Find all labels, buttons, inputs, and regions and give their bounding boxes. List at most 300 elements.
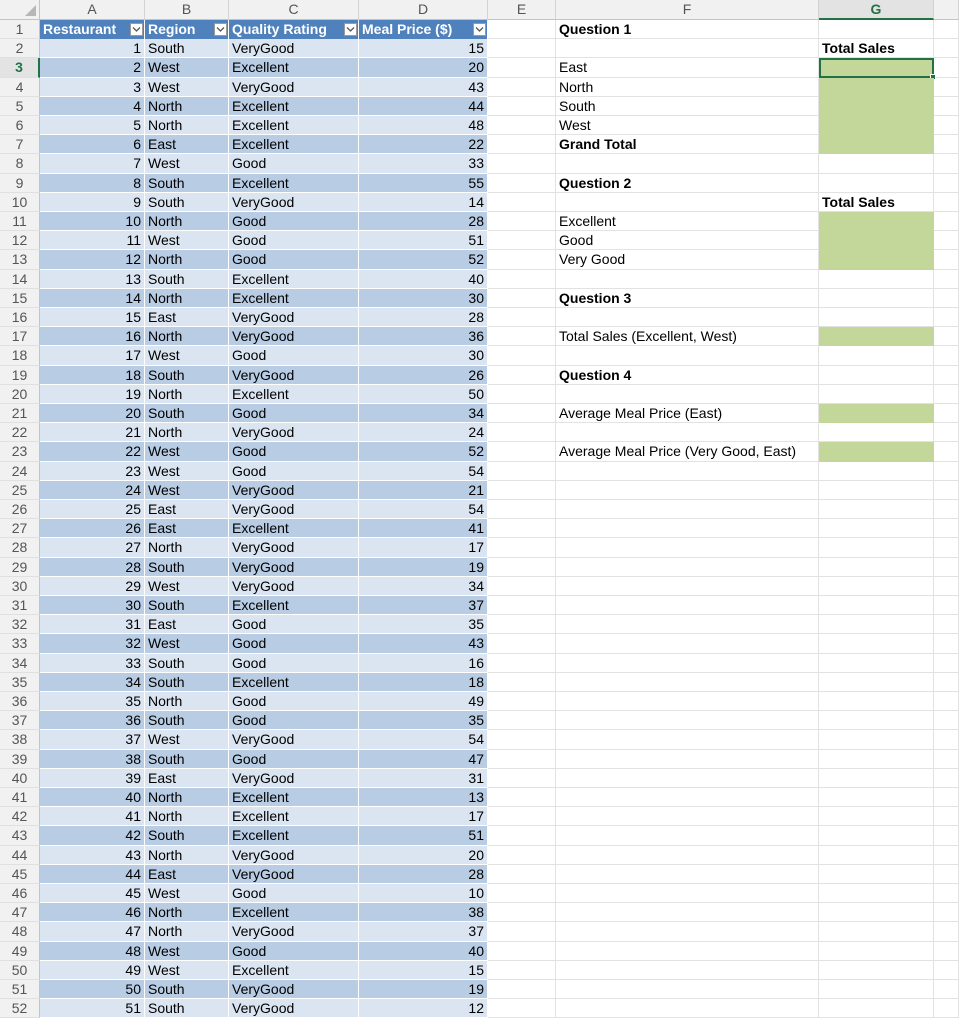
empty-cell[interactable] xyxy=(488,404,556,423)
empty-cell[interactable] xyxy=(934,346,959,365)
restaurant-cell[interactable]: 51 xyxy=(40,999,145,1018)
quality-rating-cell[interactable]: Excellent xyxy=(229,596,359,615)
quality-rating-cell[interactable]: Excellent xyxy=(229,58,359,77)
empty-cell[interactable] xyxy=(819,654,934,673)
empty-cell[interactable] xyxy=(556,346,819,365)
quality-rating-cell[interactable]: VeryGood xyxy=(229,538,359,557)
region-cell[interactable]: West xyxy=(145,442,229,461)
region-cell[interactable]: South xyxy=(145,980,229,999)
restaurant-cell[interactable]: 2 xyxy=(40,58,145,77)
empty-cell[interactable] xyxy=(819,20,934,39)
empty-cell[interactable] xyxy=(819,577,934,596)
quality-rating-cell[interactable]: VeryGood xyxy=(229,308,359,327)
empty-cell[interactable] xyxy=(488,942,556,961)
row-header-36[interactable]: 36 xyxy=(0,692,40,711)
restaurant-cell[interactable]: 22 xyxy=(40,442,145,461)
select-all-corner[interactable] xyxy=(0,0,40,20)
meal-price-cell[interactable]: 31 xyxy=(359,769,488,788)
filter-dropdown-icon[interactable] xyxy=(344,23,357,36)
empty-cell[interactable] xyxy=(556,769,819,788)
quality-rating-cell[interactable]: Good xyxy=(229,154,359,173)
q2-label-excellent[interactable]: Excellent xyxy=(556,212,819,231)
quality-rating-cell[interactable]: Good xyxy=(229,615,359,634)
empty-cell[interactable] xyxy=(488,596,556,615)
meal-price-cell[interactable]: 28 xyxy=(359,212,488,231)
quality-rating-cell[interactable]: Excellent xyxy=(229,788,359,807)
empty-cell[interactable] xyxy=(488,346,556,365)
empty-cell[interactable] xyxy=(488,154,556,173)
empty-cell[interactable] xyxy=(556,942,819,961)
q2-label-very-good[interactable]: Very Good xyxy=(556,250,819,269)
region-cell[interactable]: West xyxy=(145,58,229,77)
empty-cell[interactable] xyxy=(488,385,556,404)
column-header-b[interactable]: B xyxy=(145,0,229,20)
column-header-c[interactable]: C xyxy=(229,0,359,20)
question-1-title[interactable]: Question 1 xyxy=(556,20,819,39)
region-cell[interactable]: West xyxy=(145,78,229,97)
empty-cell[interactable] xyxy=(488,58,556,77)
quality-rating-cell[interactable]: Good xyxy=(229,654,359,673)
restaurant-cell[interactable]: 21 xyxy=(40,423,145,442)
empty-cell[interactable] xyxy=(556,750,819,769)
empty-cell[interactable] xyxy=(556,423,819,442)
restaurant-cell[interactable]: 24 xyxy=(40,481,145,500)
meal-price-cell[interactable]: 24 xyxy=(359,423,488,442)
quality-rating-cell[interactable]: Good xyxy=(229,212,359,231)
empty-cell[interactable] xyxy=(556,903,819,922)
empty-cell[interactable] xyxy=(934,20,959,39)
row-header-48[interactable]: 48 xyxy=(0,922,40,941)
meal-price-cell[interactable]: 16 xyxy=(359,654,488,673)
empty-cell[interactable] xyxy=(819,634,934,653)
empty-cell[interactable] xyxy=(934,942,959,961)
empty-cell[interactable] xyxy=(488,711,556,730)
restaurant-cell[interactable]: 25 xyxy=(40,500,145,519)
quality-rating-cell[interactable]: Excellent xyxy=(229,289,359,308)
empty-cell[interactable] xyxy=(934,500,959,519)
restaurant-cell[interactable]: 13 xyxy=(40,270,145,289)
column-header-f[interactable]: F xyxy=(556,0,819,20)
row-header-37[interactable]: 37 xyxy=(0,711,40,730)
empty-cell[interactable] xyxy=(488,577,556,596)
row-header-45[interactable]: 45 xyxy=(0,865,40,884)
row-header-40[interactable]: 40 xyxy=(0,769,40,788)
question-2-title[interactable]: Question 2 xyxy=(556,174,819,193)
quality-rating-cell[interactable]: Excellent xyxy=(229,97,359,116)
restaurant-cell[interactable]: 3 xyxy=(40,78,145,97)
quality-rating-cell[interactable]: VeryGood xyxy=(229,999,359,1018)
empty-cell[interactable] xyxy=(556,538,819,557)
q1-label-south[interactable]: South xyxy=(556,97,819,116)
empty-cell[interactable] xyxy=(934,39,959,58)
region-cell[interactable]: West xyxy=(145,730,229,749)
empty-cell[interactable] xyxy=(934,711,959,730)
empty-cell[interactable] xyxy=(488,673,556,692)
empty-cell[interactable] xyxy=(934,442,959,461)
empty-cell[interactable] xyxy=(488,39,556,58)
quality-rating-cell[interactable]: Excellent xyxy=(229,385,359,404)
empty-cell[interactable] xyxy=(934,231,959,250)
empty-cell[interactable] xyxy=(488,615,556,634)
empty-cell[interactable] xyxy=(819,865,934,884)
empty-cell[interactable] xyxy=(488,999,556,1018)
meal-price-cell[interactable]: 30 xyxy=(359,346,488,365)
empty-cell[interactable] xyxy=(488,903,556,922)
restaurant-cell[interactable]: 20 xyxy=(40,404,145,423)
row-header-19[interactable]: 19 xyxy=(0,366,40,385)
restaurant-cell[interactable]: 1 xyxy=(40,39,145,58)
empty-cell[interactable] xyxy=(934,730,959,749)
region-cell[interactable]: West xyxy=(145,577,229,596)
empty-cell[interactable] xyxy=(556,270,819,289)
region-cell[interactable]: South xyxy=(145,174,229,193)
region-cell[interactable]: East xyxy=(145,519,229,538)
meal-price-cell[interactable]: 15 xyxy=(359,39,488,58)
quality-rating-cell[interactable]: Good xyxy=(229,442,359,461)
empty-cell[interactable] xyxy=(934,154,959,173)
meal-price-cell[interactable]: 54 xyxy=(359,730,488,749)
meal-price-cell[interactable]: 37 xyxy=(359,596,488,615)
row-header-29[interactable]: 29 xyxy=(0,558,40,577)
row-header-31[interactable]: 31 xyxy=(0,596,40,615)
meal-price-cell[interactable]: 30 xyxy=(359,289,488,308)
table-header-restaurant[interactable]: Restaurant xyxy=(40,20,145,39)
answer-cell-west-total-sales[interactable] xyxy=(819,116,934,135)
restaurant-cell[interactable]: 32 xyxy=(40,634,145,653)
quality-rating-cell[interactable]: Good xyxy=(229,692,359,711)
region-cell[interactable]: North xyxy=(145,212,229,231)
empty-cell[interactable] xyxy=(488,654,556,673)
quality-rating-cell[interactable]: Good xyxy=(229,462,359,481)
answer-cell-grand-total[interactable] xyxy=(819,135,934,154)
quality-rating-cell[interactable]: Excellent xyxy=(229,826,359,845)
quality-rating-cell[interactable]: VeryGood xyxy=(229,500,359,519)
restaurant-cell[interactable]: 45 xyxy=(40,884,145,903)
filter-dropdown-icon[interactable] xyxy=(130,23,143,36)
empty-cell[interactable] xyxy=(488,634,556,653)
quality-rating-cell[interactable]: VeryGood xyxy=(229,78,359,97)
empty-cell[interactable] xyxy=(556,519,819,538)
restaurant-cell[interactable]: 9 xyxy=(40,193,145,212)
region-cell[interactable]: North xyxy=(145,116,229,135)
empty-cell[interactable] xyxy=(819,500,934,519)
restaurant-cell[interactable]: 30 xyxy=(40,596,145,615)
q3-label-total-sales-excellent-west[interactable]: Total Sales (Excellent, West) xyxy=(556,327,819,346)
row-header-2[interactable]: 2 xyxy=(0,39,40,58)
quality-rating-cell[interactable]: Good xyxy=(229,884,359,903)
region-cell[interactable]: West xyxy=(145,634,229,653)
empty-cell[interactable] xyxy=(488,961,556,980)
empty-cell[interactable] xyxy=(819,807,934,826)
quality-rating-cell[interactable]: VeryGood xyxy=(229,423,359,442)
restaurant-cell[interactable]: 26 xyxy=(40,519,145,538)
restaurant-cell[interactable]: 27 xyxy=(40,538,145,557)
restaurant-cell[interactable]: 12 xyxy=(40,250,145,269)
quality-rating-cell[interactable]: Good xyxy=(229,231,359,250)
empty-cell[interactable] xyxy=(819,308,934,327)
meal-price-cell[interactable]: 44 xyxy=(359,97,488,116)
empty-cell[interactable] xyxy=(556,154,819,173)
empty-cell[interactable] xyxy=(819,558,934,577)
meal-price-cell[interactable]: 54 xyxy=(359,500,488,519)
quality-rating-cell[interactable]: VeryGood xyxy=(229,577,359,596)
q1-total-sales-header[interactable]: Total Sales xyxy=(819,39,934,58)
quality-rating-cell[interactable]: VeryGood xyxy=(229,558,359,577)
empty-cell[interactable] xyxy=(934,634,959,653)
region-cell[interactable]: North xyxy=(145,922,229,941)
empty-cell[interactable] xyxy=(819,980,934,999)
row-header-12[interactable]: 12 xyxy=(0,231,40,250)
empty-cell[interactable] xyxy=(488,116,556,135)
empty-cell[interactable] xyxy=(819,519,934,538)
empty-cell[interactable] xyxy=(556,884,819,903)
quality-rating-cell[interactable]: Excellent xyxy=(229,270,359,289)
quality-rating-cell[interactable]: Good xyxy=(229,634,359,653)
restaurant-cell[interactable]: 39 xyxy=(40,769,145,788)
meal-price-cell[interactable]: 49 xyxy=(359,692,488,711)
empty-cell[interactable] xyxy=(488,692,556,711)
region-cell[interactable]: East xyxy=(145,308,229,327)
row-header-27[interactable]: 27 xyxy=(0,519,40,538)
region-cell[interactable]: West xyxy=(145,481,229,500)
empty-cell[interactable] xyxy=(934,788,959,807)
row-header-44[interactable]: 44 xyxy=(0,846,40,865)
row-header-30[interactable]: 30 xyxy=(0,577,40,596)
quality-rating-cell[interactable]: Excellent xyxy=(229,807,359,826)
empty-cell[interactable] xyxy=(934,97,959,116)
row-header-25[interactable]: 25 xyxy=(0,481,40,500)
restaurant-cell[interactable]: 28 xyxy=(40,558,145,577)
region-cell[interactable]: North xyxy=(145,385,229,404)
region-cell[interactable]: North xyxy=(145,423,229,442)
row-header-15[interactable]: 15 xyxy=(0,289,40,308)
row-header-46[interactable]: 46 xyxy=(0,884,40,903)
empty-cell[interactable] xyxy=(934,193,959,212)
empty-cell[interactable] xyxy=(934,538,959,557)
filter-dropdown-icon[interactable] xyxy=(473,23,486,36)
restaurant-cell[interactable]: 11 xyxy=(40,231,145,250)
restaurant-cell[interactable]: 7 xyxy=(40,154,145,173)
quality-rating-cell[interactable]: VeryGood xyxy=(229,769,359,788)
empty-cell[interactable] xyxy=(934,174,959,193)
restaurant-cell[interactable]: 43 xyxy=(40,846,145,865)
meal-price-cell[interactable]: 47 xyxy=(359,750,488,769)
row-header-49[interactable]: 49 xyxy=(0,942,40,961)
empty-cell[interactable] xyxy=(934,212,959,231)
empty-cell[interactable] xyxy=(934,78,959,97)
empty-cell[interactable] xyxy=(556,922,819,941)
meal-price-cell[interactable]: 35 xyxy=(359,711,488,730)
region-cell[interactable]: North xyxy=(145,97,229,116)
region-cell[interactable]: East xyxy=(145,135,229,154)
restaurant-cell[interactable]: 19 xyxy=(40,385,145,404)
empty-cell[interactable] xyxy=(556,846,819,865)
row-header-5[interactable]: 5 xyxy=(0,97,40,116)
region-cell[interactable]: West xyxy=(145,884,229,903)
region-cell[interactable]: South xyxy=(145,558,229,577)
row-header-13[interactable]: 13 xyxy=(0,250,40,269)
table-header-region[interactable]: Region xyxy=(145,20,229,39)
restaurant-cell[interactable]: 38 xyxy=(40,750,145,769)
answer-cell-south-total-sales[interactable] xyxy=(819,97,934,116)
meal-price-cell[interactable]: 35 xyxy=(359,615,488,634)
empty-cell[interactable] xyxy=(934,654,959,673)
empty-cell[interactable] xyxy=(488,366,556,385)
empty-cell[interactable] xyxy=(488,865,556,884)
empty-cell[interactable] xyxy=(556,826,819,845)
empty-cell[interactable] xyxy=(556,481,819,500)
empty-cell[interactable] xyxy=(934,903,959,922)
meal-price-cell[interactable]: 21 xyxy=(359,481,488,500)
meal-price-cell[interactable]: 20 xyxy=(359,58,488,77)
meal-price-cell[interactable]: 36 xyxy=(359,327,488,346)
empty-cell[interactable] xyxy=(556,308,819,327)
empty-cell[interactable] xyxy=(488,250,556,269)
restaurant-cell[interactable]: 18 xyxy=(40,366,145,385)
meal-price-cell[interactable]: 38 xyxy=(359,903,488,922)
quality-rating-cell[interactable]: Good xyxy=(229,404,359,423)
empty-cell[interactable] xyxy=(488,78,556,97)
row-header-32[interactable]: 32 xyxy=(0,615,40,634)
q1-label-east[interactable]: East xyxy=(556,58,819,77)
empty-cell[interactable] xyxy=(819,999,934,1018)
q2-total-sales-header[interactable]: Total Sales xyxy=(819,193,934,212)
meal-price-cell[interactable]: 51 xyxy=(359,231,488,250)
quality-rating-cell[interactable]: Good xyxy=(229,942,359,961)
quality-rating-cell[interactable]: Good xyxy=(229,750,359,769)
region-cell[interactable]: West xyxy=(145,942,229,961)
empty-cell[interactable] xyxy=(819,423,934,442)
meal-price-cell[interactable]: 40 xyxy=(359,942,488,961)
empty-cell[interactable] xyxy=(556,711,819,730)
restaurant-cell[interactable]: 35 xyxy=(40,692,145,711)
empty-cell[interactable] xyxy=(556,39,819,58)
meal-price-cell[interactable]: 18 xyxy=(359,673,488,692)
empty-cell[interactable] xyxy=(556,807,819,826)
empty-cell[interactable] xyxy=(556,730,819,749)
empty-cell[interactable] xyxy=(488,826,556,845)
quality-rating-cell[interactable]: Excellent xyxy=(229,519,359,538)
empty-cell[interactable] xyxy=(488,519,556,538)
empty-cell[interactable] xyxy=(934,615,959,634)
empty-cell[interactable] xyxy=(934,596,959,615)
empty-cell[interactable] xyxy=(819,884,934,903)
quality-rating-cell[interactable]: VeryGood xyxy=(229,327,359,346)
empty-cell[interactable] xyxy=(819,481,934,500)
row-header-11[interactable]: 11 xyxy=(0,212,40,231)
empty-cell[interactable] xyxy=(819,942,934,961)
meal-price-cell[interactable]: 37 xyxy=(359,922,488,941)
empty-cell[interactable] xyxy=(934,769,959,788)
empty-cell[interactable] xyxy=(488,174,556,193)
row-header-6[interactable]: 6 xyxy=(0,116,40,135)
quality-rating-cell[interactable]: VeryGood xyxy=(229,481,359,500)
region-cell[interactable]: North xyxy=(145,807,229,826)
meal-price-cell[interactable]: 28 xyxy=(359,308,488,327)
answer-cell-very-good-total-sales[interactable] xyxy=(819,250,934,269)
meal-price-cell[interactable]: 52 xyxy=(359,250,488,269)
row-header-52[interactable]: 52 xyxy=(0,999,40,1018)
empty-cell[interactable] xyxy=(819,769,934,788)
empty-cell[interactable] xyxy=(488,462,556,481)
empty-cell[interactable] xyxy=(819,903,934,922)
restaurant-cell[interactable]: 46 xyxy=(40,903,145,922)
row-header-1[interactable]: 1 xyxy=(0,20,40,39)
quality-rating-cell[interactable]: VeryGood xyxy=(229,366,359,385)
empty-cell[interactable] xyxy=(819,154,934,173)
meal-price-cell[interactable]: 12 xyxy=(359,999,488,1018)
restaurant-cell[interactable]: 36 xyxy=(40,711,145,730)
empty-cell[interactable] xyxy=(819,730,934,749)
empty-cell[interactable] xyxy=(488,97,556,116)
empty-cell[interactable] xyxy=(556,788,819,807)
meal-price-cell[interactable]: 19 xyxy=(359,980,488,999)
quality-rating-cell[interactable]: VeryGood xyxy=(229,846,359,865)
answer-cell-average-meal-price-east[interactable] xyxy=(819,404,934,423)
table-header-quality-rating[interactable]: Quality Rating xyxy=(229,20,359,39)
empty-cell[interactable] xyxy=(556,462,819,481)
meal-price-cell[interactable]: 34 xyxy=(359,577,488,596)
empty-cell[interactable] xyxy=(819,692,934,711)
row-header-28[interactable]: 28 xyxy=(0,538,40,557)
meal-price-cell[interactable]: 13 xyxy=(359,788,488,807)
meal-price-cell[interactable]: 48 xyxy=(359,116,488,135)
row-header-38[interactable]: 38 xyxy=(0,730,40,749)
empty-cell[interactable] xyxy=(934,999,959,1018)
row-header-17[interactable]: 17 xyxy=(0,327,40,346)
empty-cell[interactable] xyxy=(819,750,934,769)
row-header-20[interactable]: 20 xyxy=(0,385,40,404)
restaurant-cell[interactable]: 40 xyxy=(40,788,145,807)
restaurant-cell[interactable]: 10 xyxy=(40,212,145,231)
restaurant-cell[interactable]: 8 xyxy=(40,174,145,193)
empty-cell[interactable] xyxy=(488,922,556,941)
meal-price-cell[interactable]: 33 xyxy=(359,154,488,173)
empty-cell[interactable] xyxy=(556,999,819,1018)
region-cell[interactable]: West xyxy=(145,231,229,250)
empty-cell[interactable] xyxy=(819,673,934,692)
filter-dropdown-icon[interactable] xyxy=(214,23,227,36)
region-cell[interactable]: West xyxy=(145,462,229,481)
row-header-51[interactable]: 51 xyxy=(0,980,40,999)
region-cell[interactable]: West xyxy=(145,961,229,980)
row-header-3[interactable]: 3 xyxy=(0,58,40,77)
row-header-23[interactable]: 23 xyxy=(0,442,40,461)
region-cell[interactable]: North xyxy=(145,846,229,865)
meal-price-cell[interactable]: 22 xyxy=(359,135,488,154)
q1-label-north[interactable]: North xyxy=(556,78,819,97)
meal-price-cell[interactable]: 17 xyxy=(359,538,488,557)
restaurant-cell[interactable]: 48 xyxy=(40,942,145,961)
row-header-22[interactable]: 22 xyxy=(0,423,40,442)
empty-cell[interactable] xyxy=(934,462,959,481)
meal-price-cell[interactable]: 17 xyxy=(359,807,488,826)
empty-cell[interactable] xyxy=(934,807,959,826)
empty-cell[interactable] xyxy=(556,558,819,577)
row-header-35[interactable]: 35 xyxy=(0,673,40,692)
region-cell[interactable]: West xyxy=(145,154,229,173)
empty-cell[interactable] xyxy=(819,385,934,404)
meal-price-cell[interactable]: 28 xyxy=(359,865,488,884)
restaurant-cell[interactable]: 16 xyxy=(40,327,145,346)
q2-label-good[interactable]: Good xyxy=(556,231,819,250)
column-header-g[interactable]: G xyxy=(819,0,934,20)
region-cell[interactable]: South xyxy=(145,270,229,289)
empty-cell[interactable] xyxy=(819,289,934,308)
empty-cell[interactable] xyxy=(934,577,959,596)
empty-cell[interactable] xyxy=(488,327,556,346)
region-cell[interactable]: South xyxy=(145,711,229,730)
